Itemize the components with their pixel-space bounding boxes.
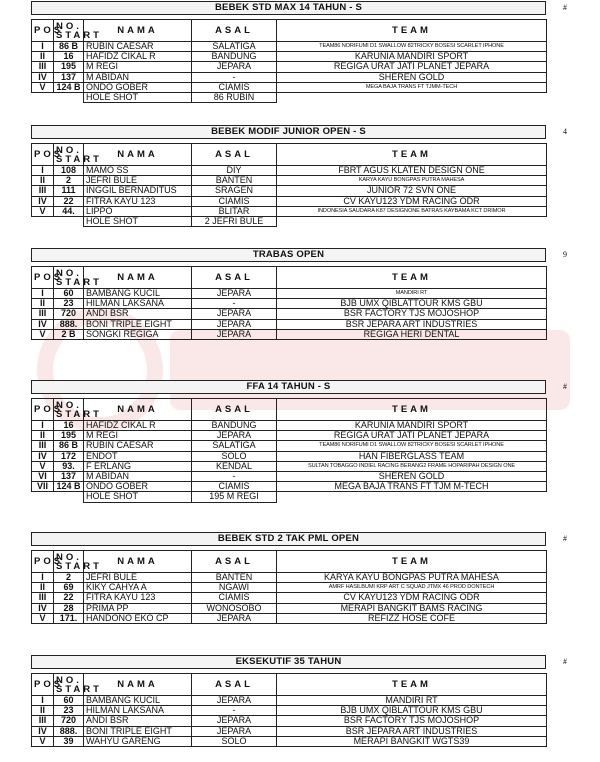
table-row: II 195 M REGI JEPARA REGIGA URAT JATI PLANET JEPARA xyxy=(32,431,547,441)
table-row: III 86 B RUBIN CAESAR SALATIGA TEAM86 NORIFUMI D1 SWALLOW 82TRICKY BOSESI SCARLET IPHONE xyxy=(32,441,547,451)
hole-shot-row: HOLE SHOT 86 RUBIN xyxy=(32,92,547,102)
table-row: IV 22 FITRA KAYU 123 CIAMIS CV KAYU123 YDM RACING ODR xyxy=(32,196,547,206)
table-row: I 60 BAMBANG KUCIL JEPARA MANDIRI RT xyxy=(32,289,547,299)
table-row: V 2 B SONGKI REGIGA JEPARA REGIGA HERI DENTAL xyxy=(32,329,547,339)
table-row: I 108 MAMO SS DIY FBRT AGUS KLATEN DESIGN ONE xyxy=(32,166,547,176)
section-title: BEBEK STD 2 TAK PML OPEN xyxy=(31,532,546,546)
results-table xyxy=(31,673,547,747)
section-title: EKSEKUTIF 35 TAHUN xyxy=(31,655,546,669)
table-row: V 93. F ERLANG KENDAL SULTAN TOBAGGO INDIEL RACING BERANG2 FRAME HOPARIPAH DESIGN ONE xyxy=(32,461,547,471)
table-row: I 60 BAMBANG KUCIL JEPARA MANDIRI RT xyxy=(32,696,547,706)
section-ffa-14 xyxy=(31,380,567,503)
table-row: II 23 HILMAN LAKSANA - BJB UMX QIBLATTOUR KMS GBU xyxy=(32,706,547,716)
table-row: IV 28 PRIMA PP WONOSOBO MERAPI BANGKIT BAMS RACING xyxy=(32,603,547,613)
header-team: TEAM xyxy=(277,20,547,42)
section-title: FFA 14 TAHUN - S xyxy=(31,380,546,394)
table-row: III 720 ANDI BSR JEPARA BSR FACTORY TJS MOJOSHOP xyxy=(32,716,547,726)
table-row: IV 888. BONI TRIPLE EIGHT JEPARA BSR JEPARA ART INDUSTRIES xyxy=(32,319,547,329)
header-row xyxy=(32,20,547,42)
table-row: IV 172 ENDOT SOLO HAN FIBERGLASS TEAM xyxy=(32,451,547,461)
table-row: III 195 M REGI JEPARA REGIGA URAT JATI PLANET JEPARA xyxy=(32,62,547,72)
results-table xyxy=(31,398,547,503)
table-row: V 171. HANDONO EKO CP JEPARA REFIZZ HOSE COFE xyxy=(32,613,547,623)
section-number: # xyxy=(563,3,567,12)
results-table xyxy=(31,550,547,624)
table-row: I 16 HAFIDZ CIKAL R BANDUNG KARUNIA MANDIRI SPORT xyxy=(32,421,547,431)
header-row: POS NO. START NAMA ASAL TEAM xyxy=(32,144,547,166)
section-title: TRABAS OPEN xyxy=(31,248,546,262)
section-bebek-modif-junior xyxy=(31,125,567,227)
hole-shot-row: HOLE SHOT 2 JEFRI BULE xyxy=(32,216,547,226)
section-number: 9 xyxy=(563,250,567,259)
table-row: III 111 INGGIL BERNADITUS SRAGEN JUNIOR 72 SVN ONE xyxy=(32,186,547,196)
header-pos: POS xyxy=(32,20,54,42)
table-row: VII 124 B ONDO GOBER CIAMIS MEGA BAJA TRANS FT TJM M-TECH xyxy=(32,482,547,492)
header-row: POS NO. START NAMA ASAL TEAM xyxy=(32,674,547,696)
results-table xyxy=(31,19,547,103)
table-row: VI 137 M ABIDAN - SHEREN GOLD xyxy=(32,471,547,481)
header-row: POS NO. START NAMA ASAL TEAM xyxy=(32,267,547,289)
table-row: II 23 HILMAN LAKSANA - BJB UMX QIBLATTOUR KMS GBU xyxy=(32,299,547,309)
section-number: # xyxy=(563,534,567,543)
table-row: IV 137 M ABIDAN - SHEREN GOLD xyxy=(32,72,547,82)
header-nama: NAMA xyxy=(84,20,192,42)
table-row: I 2 JEFRI BULE BANTEN KARYA KAYU BONGPAS PUTRA MAHESA xyxy=(32,573,547,583)
hole-shot-row: HOLE SHOT 195 M REGI xyxy=(32,492,547,502)
section-eksekutif-35 xyxy=(31,655,567,747)
section-number: 4 xyxy=(563,127,567,136)
results-table xyxy=(31,143,547,227)
section-number: # xyxy=(563,382,567,391)
section-trabas-open xyxy=(31,248,567,340)
table-row: V 124 B ONDO GOBER CIAMIS MEGA BAJA TRANS FT TJMM-TECH xyxy=(32,82,547,92)
table-row: III 22 FITRA KAYU 123 CIAMIS CV KAYU123 YDM RACING ODR xyxy=(32,593,547,603)
table-row: II 69 KIKY CAHYA A NGAWI AMRF HASILBUMI KRP ART C SQUAD JTMX 46 PROD DONTECH xyxy=(32,583,547,593)
header-row: POS NO. START NAMA ASAL TEAM xyxy=(32,399,547,421)
results-table xyxy=(31,266,547,340)
table-row: V 39 WAHYU GARENG SOLO MERAPI BANGKIT WGTS39 xyxy=(32,736,547,746)
section-number: # xyxy=(563,657,567,666)
table-row: V 44. LIPPO BLITAR INDONESIA SAUDARA K87 DESIGNONE BATRAS KAYBAMA KCT DRIMOR xyxy=(32,206,547,216)
table-row: I 86 B RUBIN CAESAR SALATIGA TEAM86 NORIFUMI D1 SWALLOW 82TRICKY BOSESI SCARLET IPHONE xyxy=(32,42,547,52)
table-row: II 2 JEFRI BULE BANTEN KARYA KAYU BONGPAS PUTRA MAHESA xyxy=(32,176,547,186)
table-row: IV 888. BONI TRIPLE EIGHT JEPARA BSR JEPARA ART INDUSTRIES xyxy=(32,726,547,736)
section-bebek-std-max-14 xyxy=(31,1,567,103)
header-no: NO. START xyxy=(54,20,84,42)
header-asal: ASAL xyxy=(192,20,277,42)
header-row: POS NO. START NAMA ASAL TEAM xyxy=(32,551,547,573)
section-title: BEBEK STD MAX 14 TAHUN - S xyxy=(31,1,546,15)
table-row: III 720 ANDI BSR JEPARA BSR FACTORY TJS MOJOSHOP xyxy=(32,309,547,319)
section-title: BEBEK MODIF JUNIOR OPEN - S xyxy=(31,125,546,139)
table-row: II 16 HAFIDZ CIKAL R BANDUNG KARUNIA MANDIRI SPORT xyxy=(32,52,547,62)
section-bebek-std-2-tak xyxy=(31,532,567,624)
